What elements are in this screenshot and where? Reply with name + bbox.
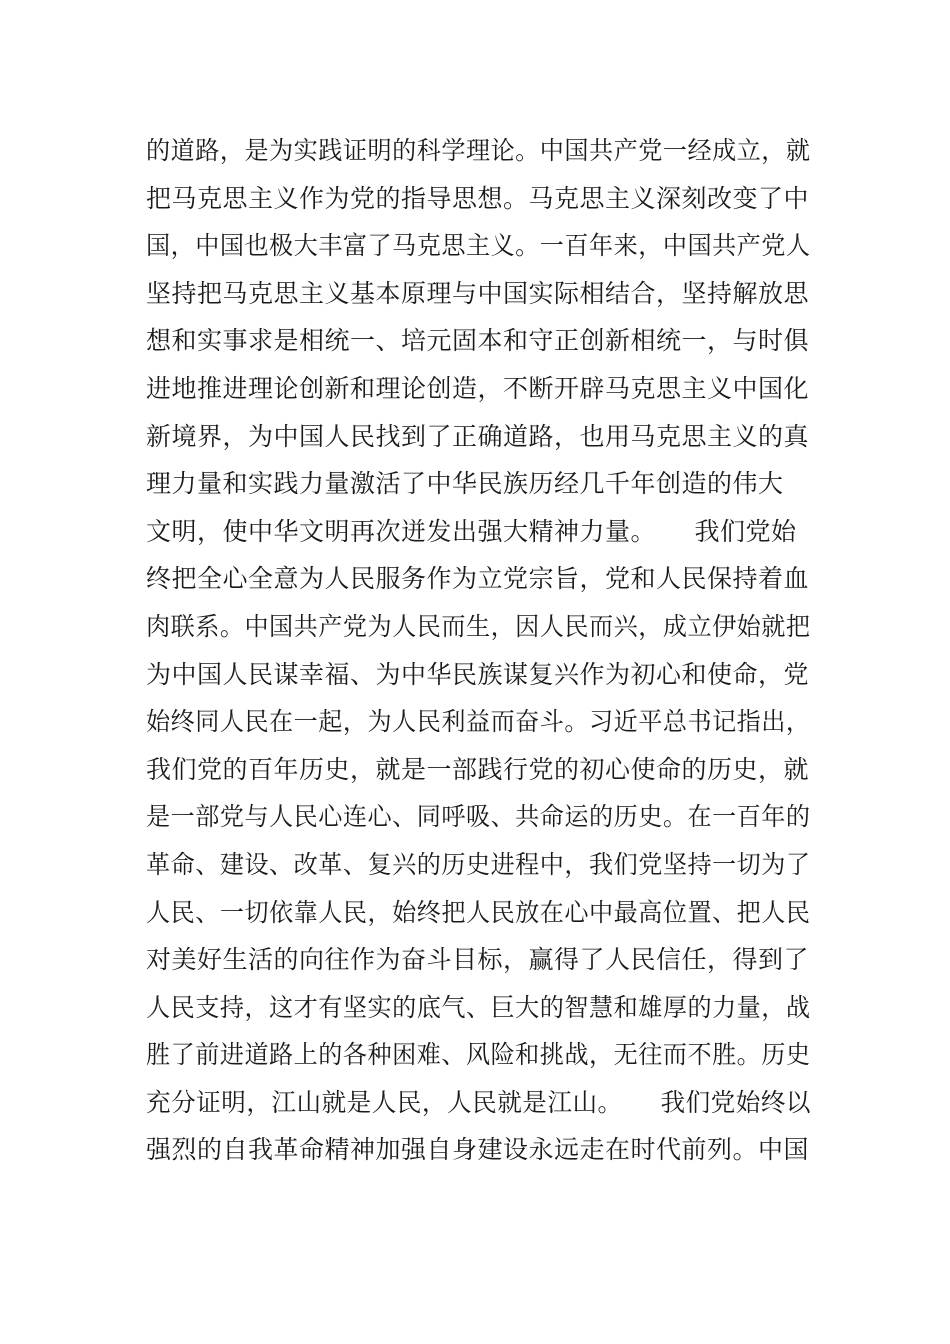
text-line: 胜了前进道路上的各种困难、风险和挑战，无往而不胜。历史: [146, 1040, 811, 1070]
body-text: [146, 127, 811, 1174]
text-line: 我们党的百年历史，就是一部践行党的初心使命的历史，就: [146, 754, 810, 784]
text-line: 新境界，为中国人民找到了正确道路，也用马克思主义的真: [146, 421, 810, 451]
text-line: 终把全心全意为人民服务作为立党宗旨，党和人民保持着血: [146, 564, 810, 594]
text-line: 想和实事求是相统一、培元固本和守正创新相统一，与时俱: [146, 326, 810, 356]
text-line: 进地推进理论创新和理论创造，不断开辟马克思主义中国化: [146, 373, 810, 403]
text-line: 的道路，是为实践证明的科学理论。中国共产党一经成立，就: [146, 136, 811, 165]
text-line: 文明，使中华文明再次迸发出强大精神力量。 我们党始: [146, 516, 797, 546]
text-line: 肉联系。中国共产党为人民而生，因人民而兴，成立伊始就把: [146, 611, 811, 641]
text-line: 理力量和实践力量激活了中华民族历经几千年创造的伟大: [146, 469, 784, 499]
text-line: 把马克思主义作为党的指导思想。马克思主义深刻改变了中: [146, 183, 810, 213]
text-line: 是一部党与人民心连心、同呼吸、共命运的历史。在一百年的: [146, 802, 811, 832]
text-line: 革命、建设、改革、复兴的历史进程中，我们党坚持一切为了: [146, 849, 811, 879]
text-line: 对美好生活的向往作为奋斗目标，赢得了人民信任，得到了: [146, 945, 810, 975]
text-line: 强烈的自我革命精神加强自身建设永远走在时代前列。中国: [146, 1135, 810, 1165]
text-line: 人民支持，这才有坚实的底气、巨大的智慧和雄厚的力量，战: [146, 992, 811, 1022]
text-line: 为中国人民谋幸福、为中华民族谋复兴作为初心和使命，党: [146, 659, 810, 689]
text-line: 国，中国也极大丰富了马克思主义。一百年来，中国共产党人: [146, 231, 811, 261]
text-line: 始终同人民在一起，为人民利益而奋斗。习近平总书记指出，: [146, 707, 811, 737]
text-line: 人民、一切依靠人民，始终把人民放在心中最高位置、把人民: [146, 897, 811, 927]
text-line: 充分证明，江山就是人民，人民就是江山。 我们党始终以: [146, 1087, 812, 1117]
text-line: 坚持把马克思主义基本原理与中国实际相结合，坚持解放思: [146, 278, 810, 308]
